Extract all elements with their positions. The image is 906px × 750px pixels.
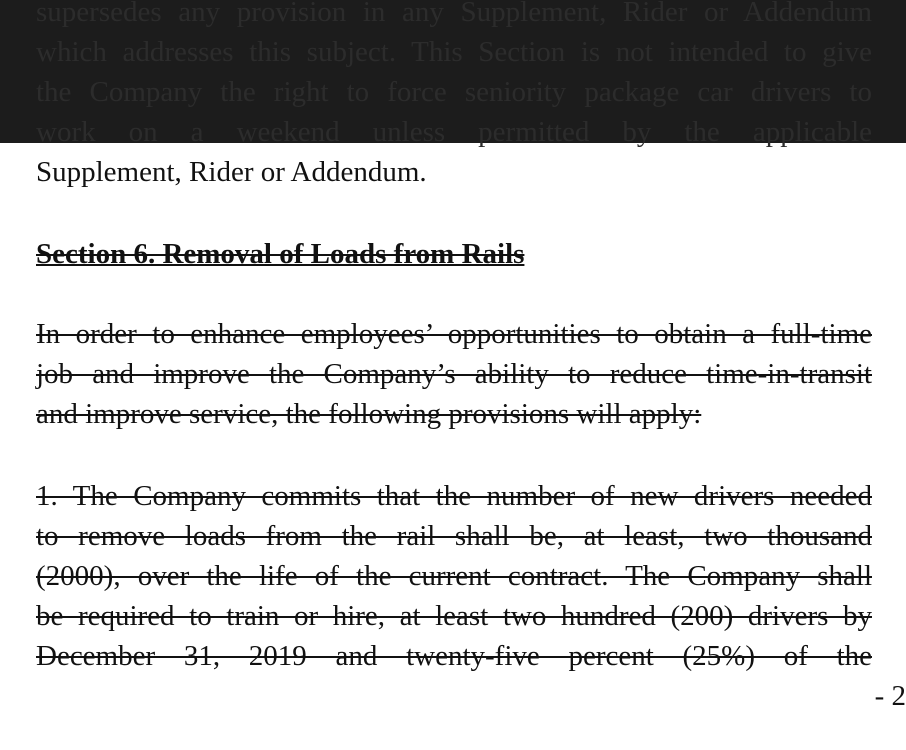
item-1-line-2: to remove loads from the rail shall be, at least, two thousand (36, 520, 872, 552)
top-line-3: the Company the right to force seniority package car drivers to (36, 76, 872, 108)
page-number: - 2 (874, 680, 906, 712)
top-line-1: supersedes any provision in any Supplement, Rider or Addendum (36, 0, 872, 28)
top-line-5: Supplement, Rider or Addendum. (36, 156, 427, 188)
item-1-line-4: be required to train or hire, at least two hundred (200) drivers by (36, 600, 872, 632)
item-1-line-3: (2000), over the life of the current contract. The Company shall (36, 560, 872, 592)
intro-line-1: In order to enhance employees’ opportunities to obtain a full-time (36, 318, 872, 350)
intro-line-3: and improve service, the following provisions will apply: (36, 398, 702, 430)
intro-line-2: job and improve the Company’s ability to reduce time-in-transit (36, 358, 872, 390)
item-1-line-1: 1. The Company commits that the number of new drivers needed (36, 480, 872, 512)
top-paragraph-last-line (36, 152, 872, 192)
intro-paragraph (36, 314, 872, 434)
top-paragraph-hidden (36, 0, 872, 152)
section-heading-text: Section 6. Removal of Loads from Rails (36, 238, 525, 270)
item-1-paragraph (36, 476, 872, 676)
section-heading (36, 234, 872, 274)
top-line-4: work on a weekend unless permitted by the applicable (36, 116, 872, 148)
top-line-2: which addresses this subject. This Section is not intended to give (36, 36, 872, 68)
item-1-line-5: December 31, 2019 and twenty-five percent (25%) of the (36, 640, 872, 672)
